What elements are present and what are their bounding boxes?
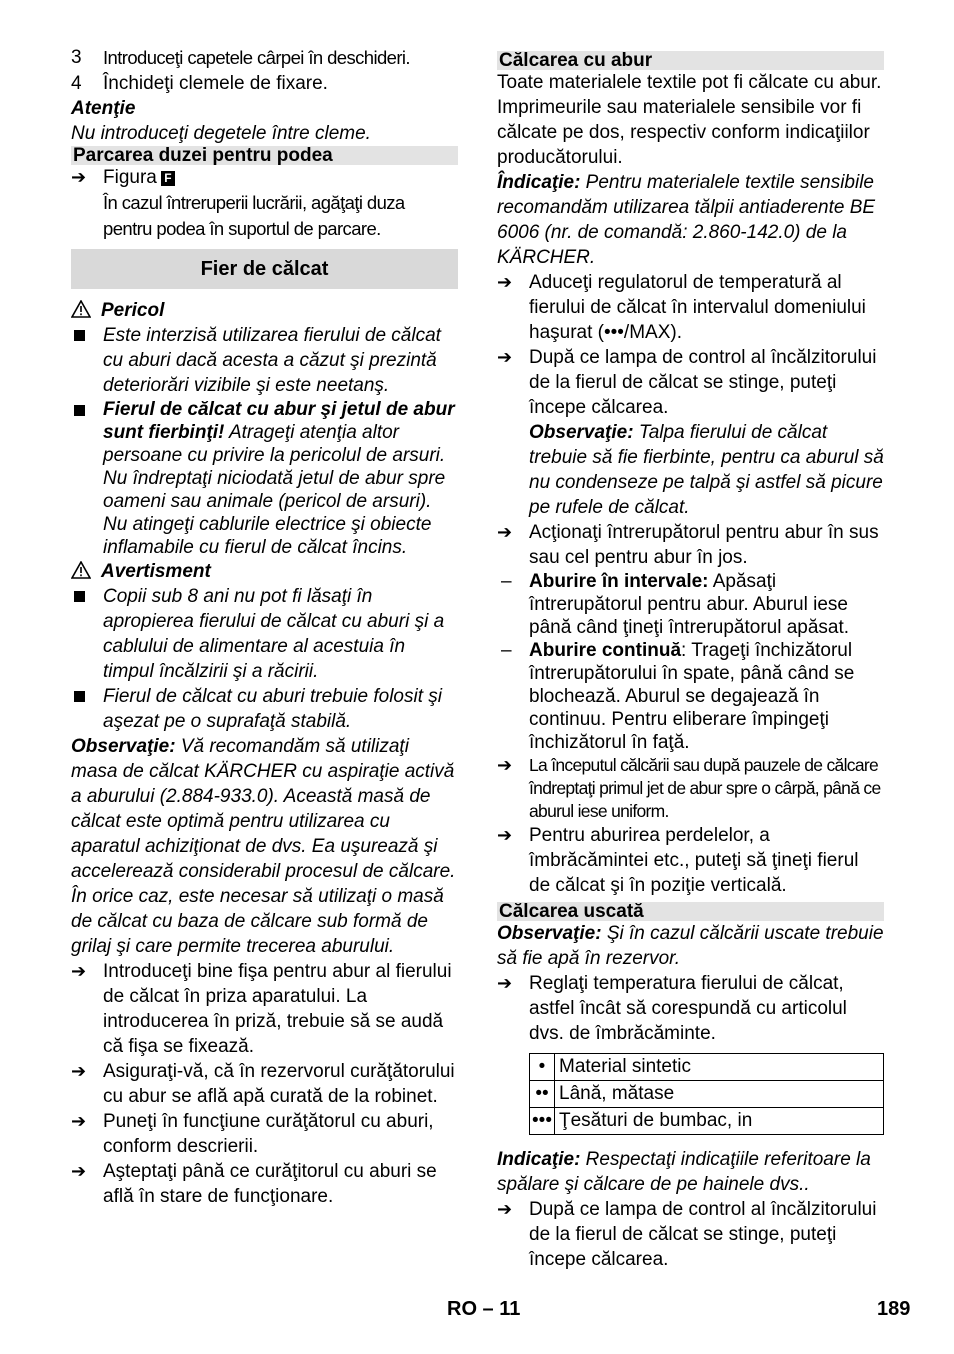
- danger-heading: [71, 298, 458, 323]
- step-number: 3: [71, 47, 82, 68]
- temp-dots: •••: [530, 1108, 555, 1135]
- instruction-item: [497, 345, 884, 420]
- dash-icon: –: [501, 571, 512, 592]
- hint-label: Indicaţie:: [497, 1149, 581, 1170]
- temp-label: Lână, mătase: [555, 1081, 884, 1108]
- step-4: [71, 71, 458, 96]
- hint2-paragraph: [497, 1147, 884, 1197]
- bullet-square-icon: [71, 584, 101, 609]
- note-label: Observaţie:: [71, 736, 176, 757]
- instruction-text: La începutul călcării sau după pauzele de călcare îndreptaţi primul jet de abur spre o cârpă, până ce aburul iese uniform.: [529, 755, 881, 821]
- warning-triangle-icon: [71, 561, 91, 579]
- footer-section-label: RO – 11: [447, 1298, 521, 1320]
- danger-item: [71, 398, 458, 559]
- figure-reference: [71, 165, 458, 190]
- instruction-item: [497, 520, 884, 570]
- bullet-square-icon: [71, 398, 101, 422]
- figure-letter-badge: F: [161, 171, 175, 186]
- steam-intro: Toate materialele textile pot fi călcate cu abur. Imprimeurile sau materialele sensibile vor fi călcate pe dos, respectiv conform indicaţiilor producătorului.: [497, 72, 882, 168]
- temp-dots: •: [530, 1054, 555, 1081]
- instruction-text: Acţionaţi întrerupătorul pentru abur în sus sau cel pentru abur în jos.: [529, 522, 879, 568]
- note-text: Talpa fierului de călcat trebuie să fie fierbinte, pentru ca aburul să nu condenseze pe talpă şi astfel să picure pe rufele de călcat.: [529, 422, 884, 518]
- note-label: Observaţie:: [497, 923, 602, 944]
- warning-heading: [71, 559, 458, 584]
- left-column: [71, 45, 458, 1209]
- danger-title: Pericol: [101, 300, 165, 321]
- arrow-icon: ➔: [71, 167, 87, 187]
- danger-item-bold: Fierul de călcat cu abur şi jetul de abur sunt fierbinţi!: [103, 399, 455, 443]
- instruction-text: Introduceţi bine fişa pentru abur al fierului de călcat în priza aparatului. La introducerea în priză, trebuie să se audă că fişa se fixează.: [103, 961, 452, 1057]
- arrow-icon: ➔: [497, 755, 513, 775]
- instruction-item: [71, 1059, 458, 1109]
- note-paragraph: [71, 734, 458, 959]
- arrow-icon: ➔: [71, 1111, 87, 1131]
- arrow-icon: ➔: [497, 973, 513, 993]
- instruction-item: [497, 754, 884, 823]
- temperature-table: [529, 1053, 884, 1135]
- table-row: [530, 1108, 884, 1135]
- step-3: [71, 45, 458, 71]
- warning-item: [71, 584, 458, 684]
- steam-mode-item: [497, 570, 884, 639]
- dash-icon: –: [501, 640, 512, 661]
- warning-item: [71, 684, 458, 734]
- warning-item-text: Fierul de călcat cu aburi trebuie folosit şi aşezat pe o suprafaţă stabilă.: [103, 686, 442, 732]
- temp-label: Material sintetic: [555, 1054, 884, 1081]
- arrow-icon: ➔: [71, 961, 87, 981]
- section-heading-dry: Călcarea uscată: [497, 902, 884, 921]
- instruction-text: Reglaţi temperatura fierului de călcat, astfel încât să corespundă cu articolul dvs. de îmbrăcăminte.: [529, 973, 847, 1044]
- parking-text: În cazul întreruperii lucrării, agăţaţi duza pentru podea în suportul de parcare.: [103, 192, 405, 239]
- page-number: 189: [877, 1298, 911, 1320]
- arrow-icon: ➔: [497, 825, 513, 845]
- mode-label: Aburire în intervale:: [529, 571, 709, 592]
- right-column: [497, 51, 884, 1272]
- instruction-note: [497, 420, 884, 520]
- instruction-text: Aduceţi regulatorul de temperatură al fierului de călcat în intervalul domeniului haşurat (•••/MAX).: [529, 272, 866, 343]
- temp-label: Ţesături de bumbac, in: [555, 1108, 884, 1135]
- instruction-text: După ce lampa de control al încălzitorului de la fierul de călcat se stinge, puteţi începe călcarea.: [529, 347, 877, 418]
- instruction-item: [497, 1197, 884, 1272]
- instruction-text: Aşteptaţi până ce curăţitorul cu aburi se află în stare de funcţionare.: [103, 1161, 437, 1207]
- warning-title: Avertisment: [101, 561, 211, 582]
- table-row: [530, 1054, 884, 1081]
- danger-item-text: Atrageţi atenţia altor persoane cu privire la pericolul de arsuri. Nu îndreptaţi niciodată jetul de abur spre oameni sau animale (pericol de arsuri). Nu atingeţi cablurile electrice şi obiecte inflamabile cu fierul de călcat încins.: [103, 422, 446, 558]
- note-text: Vă recomandăm să utilizaţi masa de călcat KÄRCHER cu aspiraţie activă a aburului (2.884-933.0). Această masă de călcat este optimă pentru utilizarea cu aparatul achiziţionat de dvs. Ea uşurează şi accelerează considerabil procesul de călcare. În orice caz, este necesar să utilizaţi o masă de călcat cu baza de călcare sub formă de grilaj şi care permite trecerea aburului.: [71, 736, 456, 957]
- instruction-text: După ce lampa de control al încălzitorului de la fierul de călcat se stinge, puteţi începe călcarea.: [529, 1199, 877, 1270]
- danger-item-text: Este interzisă utilizarea fierului de călcat cu aburi dacă acesta a căzut şi prezintă deteriorări vizibile şi este neetanş.: [103, 325, 441, 396]
- warning-triangle-icon: [71, 300, 91, 318]
- hint-label: Îndicaţie:: [497, 172, 581, 193]
- mode-text: : Trageţi închizătorul întrerupătorului în spate, până când se blochează. Aburul se degajează în continuu. Pentru eliberare împingeţi închizătorul în faţă.: [529, 640, 855, 753]
- hint-text: Pentru materialele textile sensibile recomandăm utilizarea tălpii antiaderente BE 6006 (nr. de comandă: 2.860-142.0) de la KÄRCHER.: [497, 172, 876, 268]
- instruction-text: Puneţi în funcţiune curăţătorul cu aburi, conform descrierii.: [103, 1111, 434, 1157]
- arrow-icon: ➔: [497, 1199, 513, 1219]
- section-heading-iron: Fier de călcat: [71, 249, 458, 289]
- note-text: Şi în cazul călcării uscate trebuie să fie apă în rezervor.: [497, 923, 884, 969]
- arrow-icon: ➔: [497, 347, 513, 367]
- note-label: Observaţie:: [529, 422, 634, 443]
- warning-item-text: Copii sub 8 ani nu pot fi lăsaţi în apropierea fierului de călcat cu aburi şi a cablului de alimentare al acestuia în timpul încălzirii şi a răcirii.: [103, 586, 445, 682]
- table-row: [530, 1081, 884, 1108]
- section-heading-steam: Călcarea cu abur: [497, 51, 884, 70]
- instruction-text: Asiguraţi-vă, că în rezervorul curăţătorului cu abur se află apă curată de la robinet.: [103, 1061, 455, 1107]
- instruction-item: [71, 1109, 458, 1159]
- temp-dots: ••: [530, 1081, 555, 1108]
- instruction-item: [71, 1159, 458, 1209]
- mode-text: Apăsaţi întrerupătorul pentru abur. Aburul iese până când ţineţi întrerupătorul apăsat.: [529, 571, 850, 638]
- figure-label: Figura: [103, 167, 157, 188]
- arrow-icon: ➔: [71, 1161, 87, 1181]
- arrow-icon: ➔: [497, 272, 513, 292]
- dry-note-paragraph: [497, 921, 884, 971]
- instruction-item: [497, 971, 884, 1046]
- bullet-square-icon: [71, 323, 101, 348]
- instruction-item: [497, 270, 884, 345]
- step-text: Introduceţi capetele cârpei în deschideri.: [103, 47, 410, 68]
- hint-text: Respectaţi indicaţiile referitoare la spălare şi călcare de pe hainele dvs..: [497, 1149, 871, 1195]
- hint-paragraph: [497, 170, 884, 270]
- caution-text: Nu introduceţi degetele între cleme.: [71, 123, 371, 144]
- parking-instruction: [71, 190, 458, 242]
- section-heading-parking: Parcarea duzei pentru podea: [71, 146, 458, 165]
- steam-mode-item: [497, 639, 884, 754]
- instruction-item: [497, 823, 884, 898]
- bullet-square-icon: [71, 684, 101, 709]
- arrow-icon: ➔: [71, 1061, 87, 1081]
- instruction-text: Pentru aburirea perdelelor, a îmbrăcămintei etc., puteţi să ţineţi fierul de călcat şi în poziţie verticală.: [529, 825, 859, 896]
- danger-item: [71, 323, 458, 398]
- instruction-item: [71, 959, 458, 1059]
- step-text: Închideţi clemele de fixare.: [103, 73, 328, 94]
- step-number: 4: [71, 73, 82, 94]
- caution-title: Atenţie: [71, 98, 136, 119]
- mode-label: Aburire continuă: [529, 640, 682, 661]
- arrow-icon: ➔: [497, 522, 513, 542]
